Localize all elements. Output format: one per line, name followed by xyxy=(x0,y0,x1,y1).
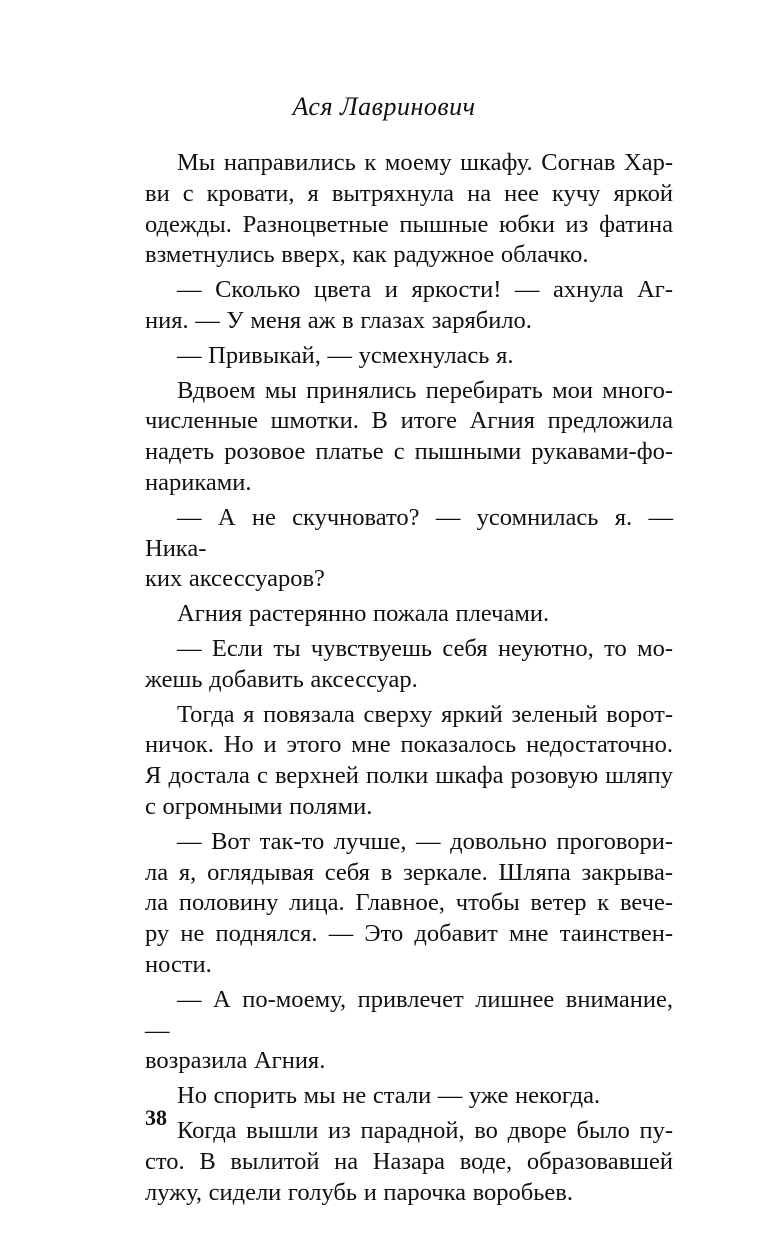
paragraph xyxy=(145,634,673,696)
text-line: ничок. Но и этого мне показалось недостаточно. xyxy=(145,731,673,759)
text-line: Когда вышли из парадной, во дворе было пу- xyxy=(177,1116,673,1144)
running-head-author: Ася Лавринович xyxy=(292,92,476,121)
text-line: ния. — У меня аж в глазах зарябило. xyxy=(145,306,532,334)
text-line: ности. xyxy=(145,950,212,978)
text-line: Тогда я повязала сверху яркий зеленый ворот- xyxy=(177,700,673,728)
paragraph xyxy=(145,148,673,271)
text-line: жешь добавить аксессуар. xyxy=(145,665,418,693)
page-number: 38 xyxy=(145,1105,167,1130)
text-line: возразила Агния. xyxy=(145,1047,326,1075)
paragraph xyxy=(145,341,673,372)
text-line: сто. В вылитой на Назара воде, образовавшей xyxy=(145,1147,673,1175)
paragraph xyxy=(145,1081,673,1112)
paragraph xyxy=(145,1116,673,1208)
text-line: численные шмотки. В итоге Агния предложила xyxy=(145,407,673,435)
text-line: — Привыкай, — усмехнулась я. xyxy=(177,341,514,369)
text-line: нариками. xyxy=(145,468,252,496)
paragraph xyxy=(145,700,673,823)
text-line: Я достала с верхней полки шкафа розовую шляпу xyxy=(145,762,673,790)
text-line: ких аксессуаров? xyxy=(145,565,325,593)
text-line: Но спорить мы не стали — уже некогда. xyxy=(177,1082,601,1110)
paragraph xyxy=(145,503,673,595)
text-line: — Вот так-то лучше, — довольно проговори- xyxy=(177,827,673,855)
text-line: одежды. Разноцветные пышные юбки из фатина xyxy=(145,210,673,238)
text-line: — А по-моему, привлечет лишнее внимание, — xyxy=(145,985,673,1044)
text-line: Вдвоем мы принялись перебирать мои много- xyxy=(177,376,673,404)
text-line: Мы направились к моему шкафу. Согнав Хар- xyxy=(177,149,673,176)
text-line: взметнулись вверх, как радужное облачко. xyxy=(145,241,589,269)
paragraph xyxy=(145,827,673,981)
paragraph xyxy=(145,376,673,499)
text-line: надеть розовое платье с пышными рукавами-фо- xyxy=(145,438,673,466)
text-line: — А не скучновато? — усомнилась я. — Ника- xyxy=(145,503,673,562)
text-line: лужу, сидели голубь и парочка воробьев. xyxy=(145,1178,573,1206)
text-line: — Сколько цвета и яркости! — ахнула Аг- xyxy=(177,276,673,304)
text-line: ла я, оглядывая себя в зеркале. Шляпа закрыва- xyxy=(145,858,673,886)
body-text xyxy=(145,148,673,1212)
text-line: — Если ты чувствуешь себя неуютно, то мо- xyxy=(177,634,673,662)
text-line: ви с кровати, я вытряхнула на нее кучу яркой xyxy=(145,179,673,207)
paragraph xyxy=(145,275,673,337)
text-line: ла половину лица. Главное, чтобы ветер к вече- xyxy=(145,889,673,917)
paragraph xyxy=(145,985,673,1077)
text-line: с огромными полями. xyxy=(145,792,373,820)
text-line: ру не поднялся. — Это добавит мне таинствен- xyxy=(145,920,673,948)
paragraph xyxy=(145,599,673,630)
text-line: Агния растерянно пожала плечами. xyxy=(177,600,550,628)
